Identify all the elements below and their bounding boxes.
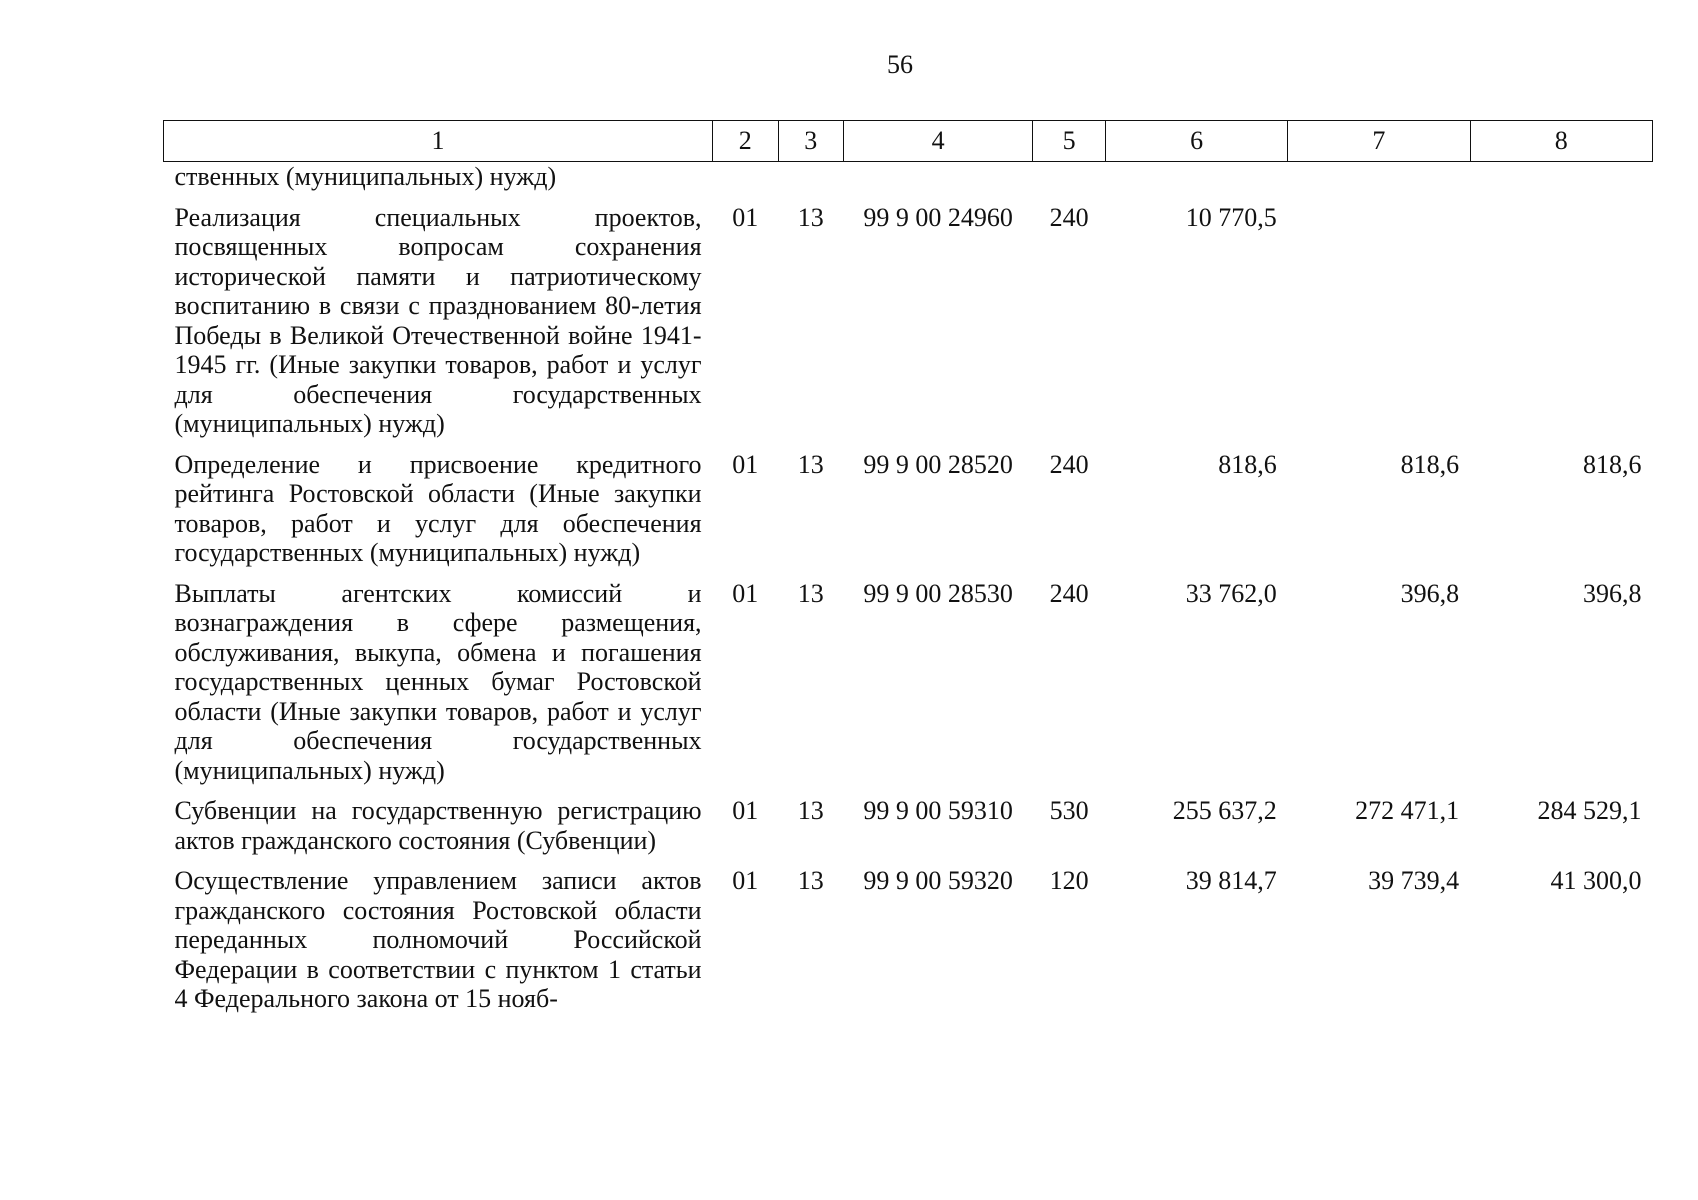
row-name: Осуществление управлением записи актов гражданского состояния Ростовской области переданных полномочий Российской Федерации в соответствии с пунктом 1 статьи 4 Федерального закона от 15 нояб- (174, 866, 702, 1013)
row-csr: 99 9 00 28520 (863, 449, 1013, 479)
row-amount-1: 33 762,0 (1185, 578, 1277, 608)
table-row (164, 579, 1653, 797)
row-pr: 13 (797, 796, 824, 825)
row-rz: 01 (732, 578, 759, 608)
row-pr: 13 (797, 578, 824, 608)
row-pr: 13 (797, 202, 824, 232)
row-rz: 01 (732, 796, 759, 825)
header-cell-6: 6 (1105, 121, 1287, 162)
continuation-text: ственных (муниципальных) нужд) (174, 162, 557, 191)
row-amount-3: 284 529,1 (1537, 796, 1642, 825)
row-amount-3 (1470, 203, 1652, 450)
table-row (164, 450, 1653, 579)
table-row (164, 866, 1653, 1025)
row-amount-1: 39 814,7 (1185, 866, 1277, 895)
row-amount-2: 818,6 (1400, 449, 1460, 479)
row-name: Выплаты агентских комиссий и вознаграждения в сфере размещения, обслуживания, выкупа, обмена и погашения государственных ценных бумаг Ростовской области (Иные закупки товаров, работ и услуг для обеспечения государственных (муниципальных) нужд) (174, 578, 702, 785)
header-cell-1: 1 (164, 121, 713, 162)
header-cell-5: 5 (1033, 121, 1106, 162)
row-vr: 120 (1049, 866, 1089, 895)
budget-table (163, 120, 1653, 1025)
header-cell-4: 4 (843, 121, 1032, 162)
header-cell-2: 2 (713, 121, 778, 162)
row-csr: 99 9 00 59310 (863, 796, 1013, 825)
row-amount-2: 272 471,1 (1355, 796, 1460, 825)
row-vr: 240 (1049, 578, 1089, 608)
page-number: 56 (887, 50, 913, 79)
row-amount-1: 255 637,2 (1172, 796, 1277, 825)
row-pr: 13 (797, 449, 824, 479)
row-pr: 13 (797, 866, 824, 895)
table-row (164, 796, 1653, 866)
row-vr: 240 (1049, 449, 1089, 479)
row-rz: 01 (732, 866, 759, 895)
row-amount-1: 818,6 (1218, 449, 1277, 479)
row-amount-1: 10 770,5 (1185, 202, 1277, 232)
row-name: Субвенции на государственную регистрацию актов гражданского состояния (Субвенции) (174, 796, 702, 855)
row-amount-2 (1288, 203, 1470, 450)
row-rz: 01 (732, 202, 759, 232)
row-csr: 99 9 00 28530 (863, 578, 1013, 608)
header-cell-3: 3 (778, 121, 843, 162)
row-amount-3: 818,6 (1583, 449, 1642, 479)
row-amount-2: 39 739,4 (1368, 866, 1460, 895)
header-row (164, 121, 1653, 162)
row-vr: 530 (1049, 796, 1089, 825)
row-csr: 99 9 00 24960 (863, 202, 1013, 232)
row-amount-3: 396,8 (1583, 578, 1642, 608)
row-csr: 99 9 00 59320 (863, 866, 1013, 895)
row-rz: 01 (732, 449, 759, 479)
row-name: Реализация специальных проектов, посвященных вопросам сохранения исторической памяти и патриотическому воспитанию в связи с празднованием 80-летия Победы в Великой Отечественной войне 1941-1945 гг. (Иные закупки товаров, работ и услуг для обеспечения государственных (муниципальных) нужд) (174, 202, 702, 438)
row-amount-3: 41 300,0 (1550, 866, 1642, 895)
continuation-row (164, 162, 1653, 203)
row-name: Определение и присвоение кредитного рейтинга Ростовской области (Иные закупки товаров, работ и услуг для обеспечения государственных (муниципальных) нужд) (174, 449, 702, 567)
row-amount-2: 396,8 (1400, 578, 1460, 608)
header-cell-7: 7 (1288, 121, 1470, 162)
header-cell-8: 8 (1470, 121, 1652, 162)
table-row (164, 203, 1653, 450)
row-vr: 240 (1049, 202, 1089, 232)
